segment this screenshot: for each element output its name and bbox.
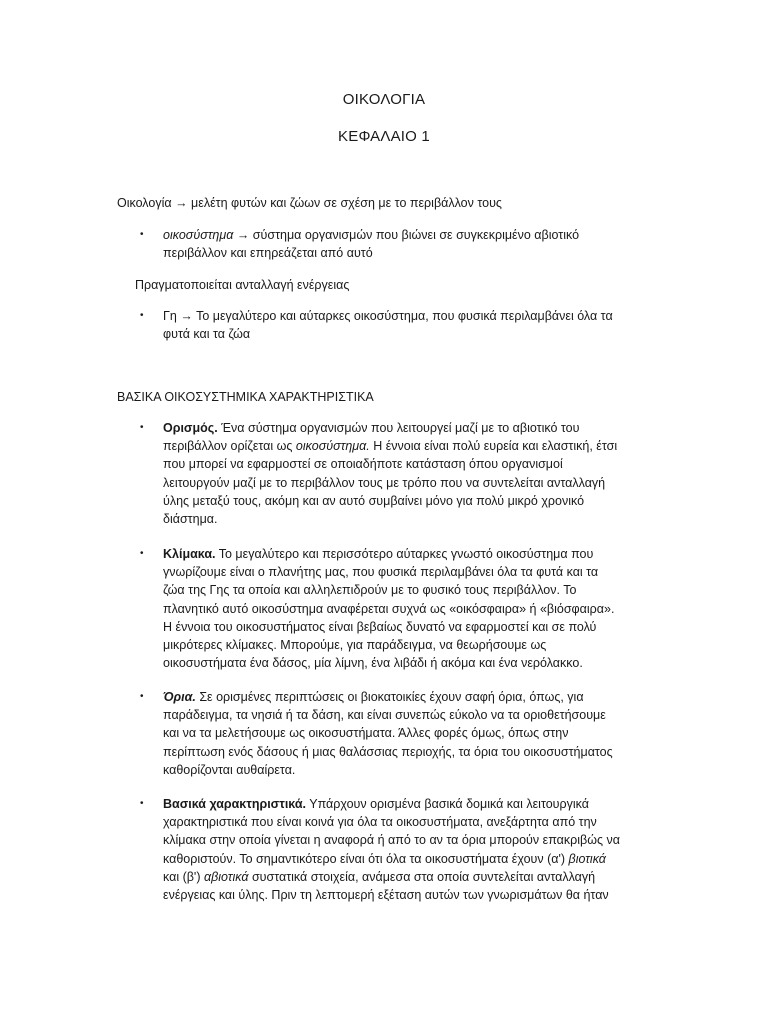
biotic-italic: βιοτικά: [568, 851, 606, 866]
intro-definition: [117, 194, 502, 212]
paragraph-line: παράδειγμα, τα νησιά ή τα δάση, και είναι συνεπώς εύκολο να τα οριοθετήσουμε: [163, 708, 606, 723]
ecosystem-term: οικοσύστημα: [163, 228, 234, 242]
paragraph-line: πλανητικό αυτό οικοσύστημα αναφέρεται συχνά ως «οικόσφαιρα» ή «βιόσφαιρα».: [163, 601, 615, 616]
energy-exchange-text: Πραγματοποιείται ανταλλαγή ενέργειας: [135, 278, 350, 292]
ecosystem-text-line: περιβάλλον και επηρεάζεται από αυτό: [163, 246, 373, 261]
intro-text: μελέτη φυτών και ζώων σε σχέση με το περιβάλλον τους: [191, 196, 502, 210]
scale-term: Κλίμακα.: [163, 547, 216, 561]
earth-text-line: φυτά και τα ζώα: [163, 327, 251, 342]
paragraph-line: χαρακτηριστικά που είναι κοινά για όλα τα οικοσυστήματα, ανεξάρτητα από την: [163, 815, 597, 830]
paragraph-line: Η έννοια του οικοσυστήματος είναι βεβαίως δυνατό να εφαρμοστεί και σε πολύ: [163, 619, 597, 634]
paragraph-line: που μπορεί να εφαρμοστεί σε οποιαδήποτε κατάσταση όπου οργανισμοί: [163, 457, 563, 472]
earth-term: Γη: [163, 309, 177, 323]
paragraph-line: Η έννοια είναι πολύ ευρεία και ελαστική, έτσι: [373, 439, 618, 454]
paragraph-line: και να τα μελετήσουμε ως οικοσυστήματα. Άλλες φορές όμως, όπως στην: [163, 726, 569, 741]
paragraph-line: γνωρίζουμε είναι ο πλανήτης μας, που φυσικά περιλαμβάνει όλα τα φυτά και τα: [163, 565, 599, 580]
bullet-icon: •: [140, 229, 144, 240]
basic-term: Βασικά χαρακτηριστικά.: [163, 797, 306, 811]
paragraph-line: λειτουργούν μαζί με το περιβάλλον τους με τρόπο που να συντελείται ανταλλαγή: [163, 475, 606, 490]
paragraph-line: ζώα της Γης τα οποία και αλληλεπιδρούν με το φυσικό τους περιβάλλον. Το: [163, 583, 577, 598]
arrow-icon: →: [236, 228, 250, 242]
paragraph-line: Ένα σύστημα οργανισμών που λειτουργεί μαζί με το αβιοτικό του: [221, 421, 580, 435]
intro-term: Οικολογία: [117, 196, 172, 210]
paragraph-line: κλίμακα στην οποία γίνεται η αναφορά ή από το αν τα όρια μπορούν επακριβώς να: [163, 833, 620, 848]
arrow-icon: →: [180, 309, 193, 323]
arrow-icon: →: [175, 196, 188, 210]
paragraph-line: διάστημα.: [163, 512, 218, 527]
bullet-icon: •: [140, 422, 144, 433]
bullet-icon: •: [140, 798, 144, 809]
paragraph-line: καθορίζονται αυθαίρετα.: [163, 762, 296, 777]
paragraph-line: ύλης μεταξύ τους, ακόμη και αν αυτό συμβαίνει μόνο για πολύ μικρό χρονικό: [163, 493, 585, 508]
limits-term: Όρια.: [163, 690, 196, 704]
ecosystem-text-line: σύστημα οργανισμών που βιώνει σε συγκεκριμένο αβιοτικό: [252, 228, 580, 242]
paragraph-line: μικρότερες κλίμακες. Μπορούμε, για παράδειγμα, να θεωρήσουμε ως: [163, 638, 547, 653]
ecosystem-italic: οικοσύστημα.: [295, 439, 370, 454]
basic-characteristics-bullet: [163, 795, 653, 904]
earth-bullet: [163, 307, 653, 343]
scale-bullet: [163, 545, 653, 672]
paragraph-line: και (β'): [163, 869, 201, 884]
paragraph-line: οικοσυστήματα ένα δάσος, μία λίμνη, ένα λιβάδι ή ακόμα και ένα νερόλακκο.: [163, 656, 583, 671]
paragraph-line: Σε ορισμένες περιπτώσεις οι βιοκατοικίες έχουν σαφή όρια, όπως, για: [199, 690, 584, 704]
bullet-icon: •: [140, 691, 144, 702]
definition-bullet: [163, 419, 653, 528]
bullet-icon: •: [140, 310, 144, 321]
paragraph-line: Υπάρχουν ορισμένα βασικά δομικά και λειτουργικά: [309, 797, 589, 811]
paragraph-line: Το μεγαλύτερο και περισσότερο αύταρκες γνωστό οικοσύστημα που: [218, 547, 594, 561]
earth-text-line: Το μεγαλύτερο και αύταρκες οικοσύστημα, που φυσικά περιλαμβάνει όλα τα: [196, 309, 613, 323]
definition-term: Ορισμός.: [163, 421, 218, 435]
ecosystem-bullet: [163, 226, 653, 262]
abiotic-italic: αβιοτικά: [203, 869, 249, 884]
paragraph-line: συστατικά στοιχεία, ανάμεσα στα οποία συντελείται ανταλλαγή: [251, 869, 596, 884]
bullet-icon: •: [140, 548, 144, 559]
section-heading: ΒΑΣΙΚΑ ΟΙΚΟΣΥΣΤΗΜΙΚΑ ΧΑΡΑΚΤΗΡΙΣΤΙΚΑ: [117, 390, 374, 404]
document-title: ΟΙΚΟΛΟΓΙΑ: [342, 91, 426, 108]
limits-bullet: [163, 688, 653, 779]
paragraph-line: καθοριστούν. Το σημαντικότερο είναι ότι όλα τα οικοσυστήματα έχουν (α'): [163, 851, 566, 866]
paragraph-line: περιβάλλον ορίζεται ως: [163, 439, 293, 454]
paragraph-line: περίπτωση ενός δάσους ή μιας θαλάσσιας περιοχής, τα όρια του οικοσυστήματος: [163, 744, 613, 759]
chapter-heading: ΚΕΦΑΛΑΙΟ 1: [338, 128, 430, 145]
paragraph-line: ενέργειας και ύλης. Πριν τη λεπτομερή εξέταση αυτών των γνωρισμάτων θα ήταν: [163, 888, 609, 903]
